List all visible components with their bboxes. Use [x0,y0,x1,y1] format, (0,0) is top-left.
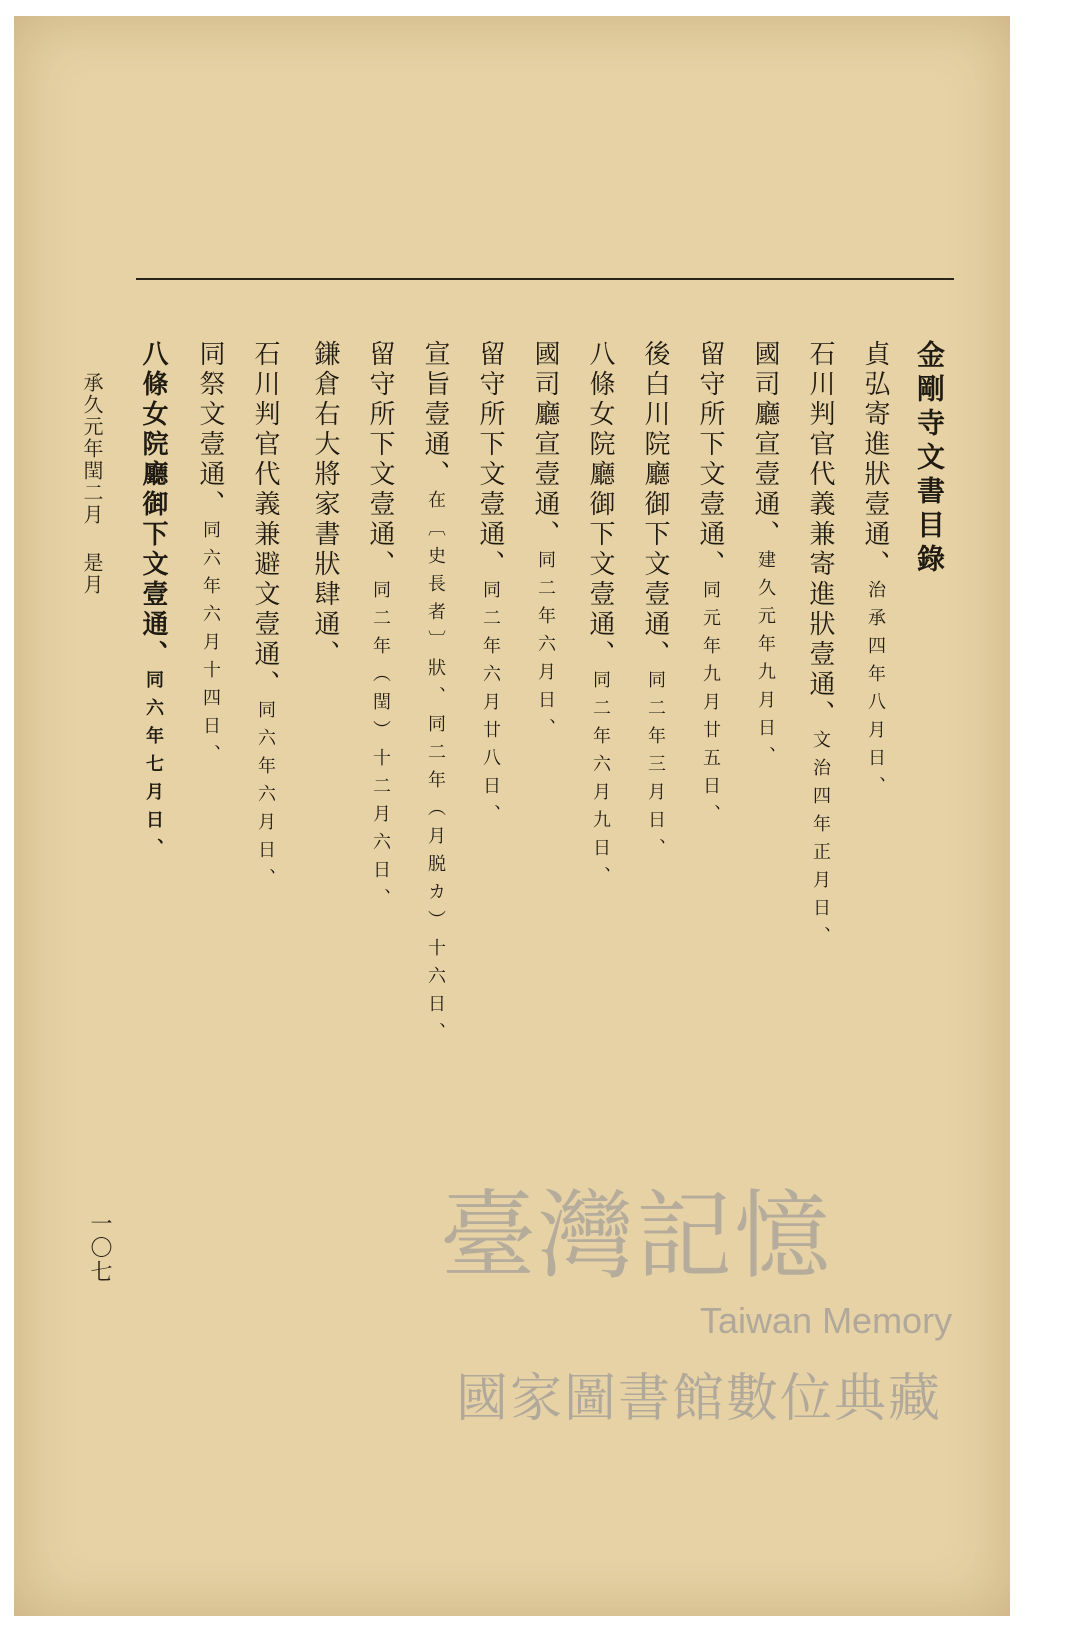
watermark-chinese: 臺灣記憶 [440,1180,832,1292]
entry-note: 同二年六月九日、 [590,670,611,894]
list-item [136,340,170,866]
entry-note: 同二年六月廿八日、 [480,580,501,832]
entry-note: 在〔史長者〕狀、同二年（月脱カ）十六日、 [425,490,446,1050]
entry-main: 留守所下文壹通、 [475,340,505,580]
entry-note: 文治四年正月日、 [810,730,831,954]
entry-main: 八條女院廳御下文壹通、 [138,340,168,670]
list-item [418,340,452,1050]
list-item [363,340,397,916]
entry-main: 宣旨壹通、 [420,340,450,490]
entry-main: 國司廳宣壹通、 [750,340,780,550]
margin-date-note: 承久元年閏二月 是月 [80,372,104,596]
entry-note: 同元年九月廿五日、 [700,580,721,832]
list-item [748,340,782,774]
entry-note: 治承四年八月日、 [865,580,886,804]
list-item [583,340,617,894]
list-item [693,340,727,832]
entry-note: 同六年七月日、 [143,670,164,866]
list-item [803,340,837,954]
list-item [528,340,562,746]
page-number: 一〇七 [87,1212,112,1284]
list-item [638,340,672,866]
entry-note: 同二年六月日、 [535,550,556,746]
entry-main: 八條女院廳御下文壹通、 [585,340,615,670]
list-item [858,340,892,804]
entry-main: 留守所下文壹通、 [695,340,725,580]
entry-main: 石川判官代義兼寄進狀壹通、 [805,340,835,730]
entry-main: 鎌倉右大將家書狀肆通、 [310,340,340,670]
entry-note: 同六年六月十四日、 [200,520,221,772]
entry-main: 同祭文壹通、 [195,340,225,520]
list-item [193,340,227,772]
entry-main: 石川判官代義兼避文壹通、 [250,340,280,700]
entry-main: 貞弘寄進狀壹通、 [860,340,890,580]
entry-main: 後白川院廳御下文壹通、 [640,340,670,670]
entry-main: 留守所下文壹通、 [365,340,395,580]
entry-note: 同二年三月日、 [645,670,666,866]
entry-note: 同二年（閏）十二月六日、 [370,580,391,916]
entry-main: 國司廳宣壹通、 [530,340,560,550]
list-item [248,340,282,896]
entry-note: 建久元年九月日、 [755,550,776,774]
list-item [473,340,507,832]
watermark-library: 國家圖書館數位典藏 [456,1369,943,1429]
watermark-english: Taiwan Memory [700,1300,953,1341]
entry-note: 同六年六月日、 [255,700,276,896]
list-item [308,340,342,670]
document-title: 金剛寺文書目錄 [913,340,946,578]
horizontal-rule [136,278,954,280]
